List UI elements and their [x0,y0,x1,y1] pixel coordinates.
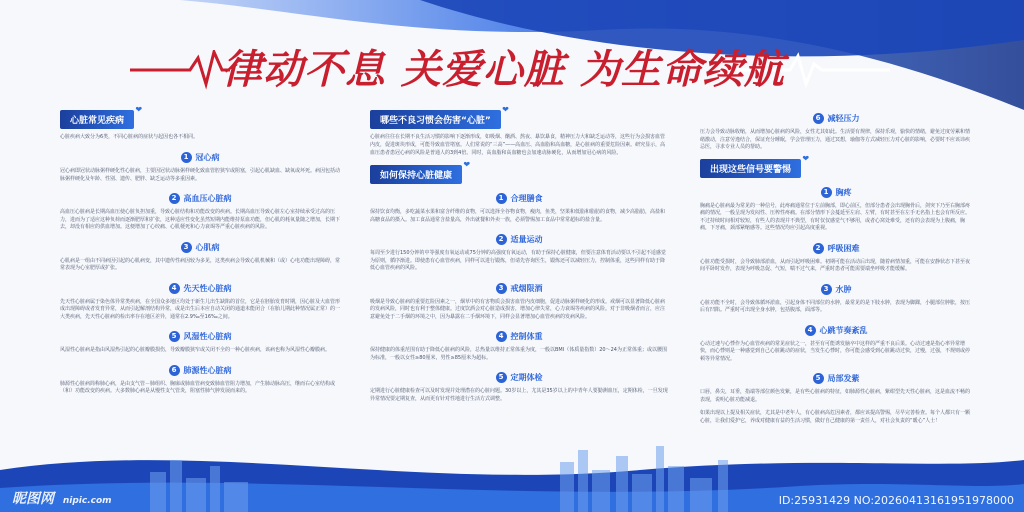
health-tip-item [370,367,668,403]
health-tip-item [370,188,668,224]
item-title: 胸疼 [835,187,852,197]
item-number: 3 [181,242,192,253]
section-title-keep-healthy: 如何保持心脏健康 ❤ [370,165,462,184]
disease-item [60,147,340,183]
item-number: 2 [813,243,824,254]
item-text: 压力会导致动脉收缩，从而增加心脏病的风险，女性尤其如此。生活要有规律，保持乐观，愉快的情绪，避免过度劳累和情绪激动，注意劳逸结合，保证充分睡眠，学会管理压力，通过冥想，瑜伽等方式减轻压力对心脏的影响，必要时不应该讳疾忌医，寻求专业人员的帮助。 [700,129,971,150]
health-tip-item [370,326,668,362]
item-text: 心脏功能受损时，会导致肺部淤血，从而引起呼吸困难。初期可能在活动后出现，随着病情加重，可能在安静状态下甚至夜间平卧时发作，表现为呼吸急促、气短，喘不过气来，严重时患者可能需要端坐呼吸才能缓解。 [700,258,971,272]
item-number: 1 [181,152,192,163]
item-title: 心跳节奏紊乱 [819,325,868,335]
section-text-bad-habits: 心脏病往往在长期不良生活习惯的影响下逐渐形成，如吸烟、酗酒、熬夜、暴饮暴食，精神压力大和缺乏运动等，这些行为会损害血管内皮，促进斑块形成，可能导致血管堵塞。人们常说的“三高”——高血压、高血脂和高血糖，是心脏病的重要危险因素。研究显示，高血压患者患冠心病的风险是普通人的3到4倍。同时，高血脂和高血糖也会加速动脉硬化，从而增加冠心病的风险。 [370,134,666,156]
column-warning-signs [700,108,972,431]
section-intro: 心脏疾病大致分为6类，不同心脏病的症状与起因也各不相同。 [60,134,199,140]
closing-text: 如果出现以上提及相关症状，尤其是中老年人，有心脏病高危因素者，都应该提高警惕，尽早完善检查。每个人都只有一颗心脏，让我们爱护它，养成对健康有益的生活习惯，做好自己健康的第一责任人，对社会负责的“暖心”人士！ [700,410,971,424]
item-title: 适量运动 [510,235,543,244]
item-text: 冠心病即冠状动脉粥样硬化性心脏病，主要因冠状动脉粥样硬化致血管腔狭窄或阻塞，引起心肌缺血、缺氧或坏死。病因包括动脉粥样硬化及年龄、性别、遗传、肥胖、缺乏运动等多重因素。 [60,168,341,182]
column-common-diseases [60,108,340,401]
warning-sign-item [700,320,972,364]
item-text: 保持饮食均衡，多吃蔬菜水果和富含纤维的食物，可以选择全谷物食物，瘦肉，鱼类，坚果和低脂和脂肪的食物，减少高脂肪，高盐和高糖食品的摄入。加工食品通常含盐量高，外出就餐和外卖一族，必须警惕加工食品中常常超标的盐含量。 [370,209,666,223]
item-title: 先天性心脏病 [183,283,232,293]
warning-sign-item [700,182,972,233]
item-text: 口唇，鼻尖，耳垂，指端等部位颜色发紫，是有些心脏病的特征，如肺源性心脏病，紫绀型先天性心脏病，这是血流不畅的表现，说明心脏功能减退。 [700,389,971,403]
item-text: 每周至少进行150分钟的中等强度有氧运动或75分钟的高强度有氧运动，有助于保持心脏健康，但要注意体育活动要以不引起不适感觉为原则，循序渐进。即使患有心血管疾病，同样可以进行锻炼，但请先咨询医生，锻炼还可以减轻压力，控制体重，这些同样有助于降低心血管疾病的风险。 [370,250,666,271]
item-number: 3 [821,284,832,295]
item-title: 定期体检 [510,373,543,382]
item-number: 5 [496,372,507,383]
watermark-text: 昵图网 [12,491,54,507]
item-title: 呼吸困难 [827,243,860,253]
item-title: 水肿 [835,284,852,294]
warning-sign-item [700,238,972,274]
column-heart-health [370,108,668,408]
warning-sign-item [700,279,972,315]
item-title: 局部发紫 [827,374,860,383]
item-number: 2 [496,234,507,245]
disease-item [60,360,340,396]
item-text: 心动过速与心悸作为心血管疾病的常见症状之一，甚至有可能诱发脑卒中这样的严重不良后果。心动过速是指心率异常增快，而心悸则是一种感觉到自己心脏跳动的症状，当发生心悸时，你可能会感受到心脏跳动过快，过慢，过强，不规则或停顿等异常情况。 [700,340,971,362]
item-number: 6 [813,113,824,124]
banner-heading [140,38,880,94]
item-number: 4 [805,325,816,336]
section-title-warning-signs: 出现这些信号要警惕 ❤ [700,159,801,178]
item-number: 5 [813,373,824,384]
item-number: 6 [169,365,180,376]
item-number: 2 [169,193,180,204]
item-text: 先天性心脏病属于染色体异常类疾病，在全国众多地区均处于新生儿出生缺陷的首位，它是在胚胎发育时期，因心脏及大血管形成出现障碍或者发育异常，从而引起解剖结构异常，或是出生后本应自动关闭的通道未能闭合（在胎儿期此种情况属正常）的一大类疾病，先天性心脏病的检出率存在地区差异，通常在2.9‰至16‰之间。 [60,298,341,320]
item-title: 心肌病 [195,242,220,252]
item-number: 4 [496,331,507,342]
section-title-bad-habits: 哪些不良习惯会伤害“心脏” ❤ [370,110,501,129]
health-tip-item [700,108,972,152]
item-title: 肺源性心脏病 [183,365,232,375]
item-number: 1 [821,187,832,198]
item-title: 戒烟限酒 [510,283,543,293]
item-text: 高血压心脏病是长期高血压使心脏负担加重，导致心脏结构和功能改变的疾病。长期高血压导致心脏左心室持续承受过高的压力，进而为了适应这种负荷而逐渐肥厚和扩张，这种适应性变化虽然短期内能维持泵血功能，但心肌的耗氧量随之增加，长期下去，却没有相应的供血增加。这便增加了心绞痛、心肌梗死和心力衰竭等严重心脏疾病的风险。 [60,209,341,230]
disease-item [60,278,340,322]
site-watermark [12,488,112,508]
item-text: 心脏功能不全时，会导致体循环淤血，引起身体不同部位的水肿，最常见的是下肢水肿，表现为脚踝，小腿部位肿胀，按压后有凹陷。严重时可出现全身水肿，包括腹部，面部等。 [700,299,971,313]
disease-item [60,188,340,232]
item-text: 心肌病是一组由不同病因引起的心肌病变，其中遗传性病因较为多见，这类疾病会导致心肌机械和（或）心电功能出现障碍，常常表现为心室肥厚或扩张。 [60,257,341,271]
item-title: 减轻压力 [827,114,860,123]
item-title: 高血压心脏病 [183,194,232,203]
warning-sign-item [700,368,972,404]
section-title-common-diseases: 心脏常见疾病 ❤ [60,110,134,129]
item-text: 保持健康的体重范围有助于降低心脏病的风险，总热量以维持正常体重为度，一般以BMI（体质量指数）20～24为正常体重；或以腰围为标准，一般以女性≥80厘米，男性≥85厘米为超标。 [370,347,667,361]
health-tip-item [370,278,668,322]
item-number: 5 [169,331,180,342]
stock-id: ID:25931429 NO:20260413161951978000 [778,494,1014,507]
disease-item [60,237,340,273]
item-text: 吸烟是导致心脏病的重要危险因素之一，烟草中的有害物质会损害血管内皮细胞，促进动脉粥样硬化的形成。戒烟可以显著降低心脏病的发病风险，同时也有利于整体健康。过度饮酒会对心脏造成损害，增加心律失常，心力衰竭等疾病的风险。对于非吸烟者而言，应注意避免处于二手烟的环境之中，因为暴露在二手烟环境下，同样会显著增加心血管疾病的发病风险。 [370,298,666,320]
item-title: 合理膳食 [510,194,543,203]
disease-item [60,326,340,355]
item-number: 4 [169,283,180,294]
item-number: 3 [496,283,507,294]
item-title: 控制体重 [510,332,543,341]
page-title: 律动不息 关爱心脏 为生命续航 [222,47,785,93]
item-title: 风湿性心脏病 [183,332,232,341]
health-tip-item [370,229,668,273]
watermark-site: nipic.com [62,496,112,506]
item-number: 1 [496,193,507,204]
item-text: 胸痛是心脏病最为常见的一种信号，此疼痛通常位于左前胸部，即心前区，但部分患者会出现胸骨后，剑突下乃至右胸部疼痛的情况，一般呈现为发闷性、压榨性疼痛。在部分情形下会蔓延至左肩、左臂，有时甚至在左手无名指上也会有所反应。不过持续时间相对较短，有些人的表现并不典型，有时仅仅感觉气不够用，或者心窝处难受，还有的会表现为上腹痛，胸痛，下牙痛，颈部紧缩感等。这些情况均应引起高度重视。 [700,202,971,231]
item-text: 风湿性心脏病是指由风湿热引起的心脏瓣膜损伤，导致瓣膜狭窄或关闭不全的一种心脏疾病，该病也称为风湿性心瓣膜病。 [60,347,331,353]
item-text: 肺源性心脏病简称肺心病，是由支气管－肺组织、胸廓或肺血管病变致肺血管阻力增加，产生肺动脉高压，继而右心室结构或（和）功能改变的疾病。大多数肺心病是从慢性支气管炎，阻塞性肺气肿发展而来的。 [60,380,336,394]
item-title: 冠心病 [195,153,220,162]
item-text: 定期进行心脏健康检查可以及时发现并处理潜在的心脏问题。30岁以上，尤其是35岁以上的中青年人要勤测血压，定期体检，一旦发现异常情况要定期复查，从而更有针对性地进行生活方式调整。 [370,388,668,402]
